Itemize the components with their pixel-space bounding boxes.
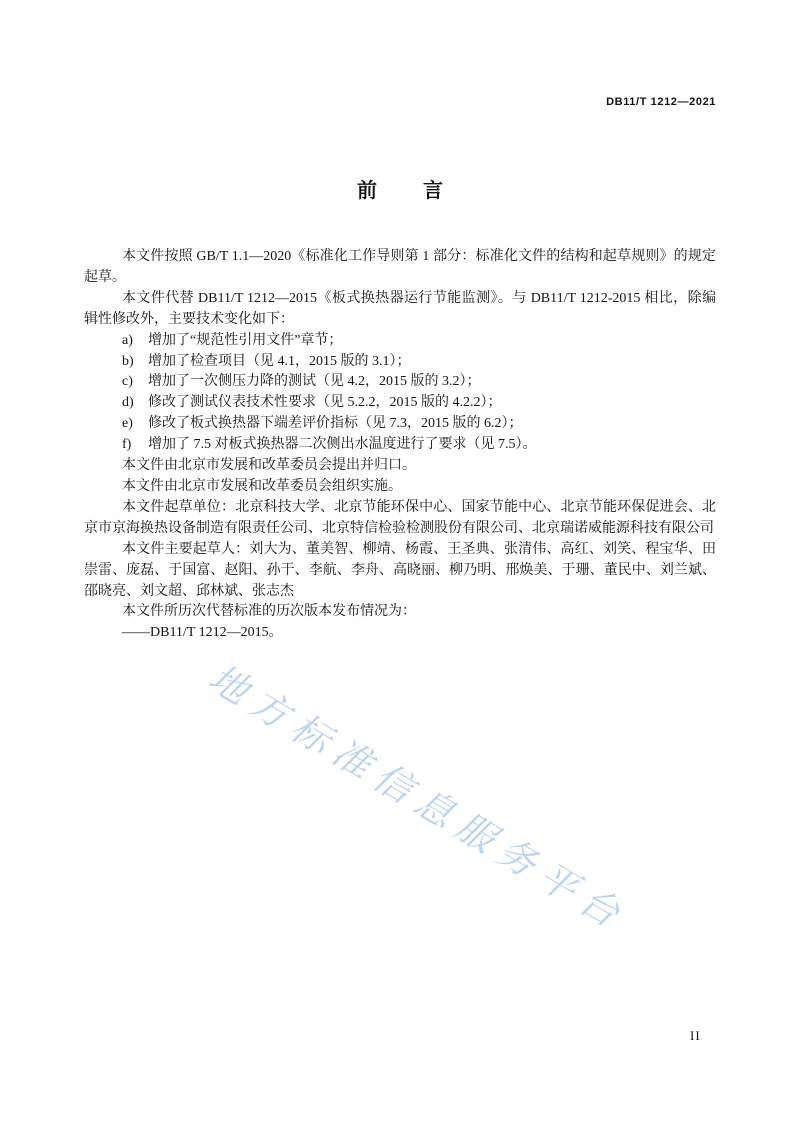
change-item-label: e): [122, 416, 133, 432]
change-item: [84, 414, 716, 435]
paragraph-basis: 本文件按照 GB/T 1.1—2020《标准化工作导则第 1 部分：标准化文件的结构和起草规则》的规定起草。: [84, 249, 716, 285]
paragraph-history-intro: 本文件所历次代替标准的历次版本发布情况为：: [122, 604, 416, 620]
watermark: 地方标准信息服务平台: [201, 655, 636, 941]
change-item: [84, 372, 716, 393]
paragraph-implementer: 本文件由北京市发展和改革委员会组织实施。: [122, 478, 402, 494]
paragraph-proposer: 本文件由北京市发展和改革委员会提出并归口。: [122, 458, 416, 474]
change-item-text: 修改了板式换热器下端差评价指标（见 7.3，2015 版的 6.2）；: [148, 416, 523, 432]
change-item-text: 增加了检查项目（见 4.1，2015 版的 3.1）；: [148, 353, 411, 369]
change-item-label: a): [122, 332, 133, 348]
standard-code: DB11/T 1212—2021: [606, 96, 716, 108]
change-item: [84, 352, 716, 373]
change-item: [84, 435, 716, 456]
paragraph-replacement: 本文件代替 DB11/T 1212—2015《板式换热器运行节能监测》。与 DB11/T 1212-2015 相比，除编辑性修改外，主要技术变化如下：: [84, 290, 716, 327]
paragraph-drafting-units: 本文件起草单位：北京科技大学、北京节能环保中心、国家节能中心、北京节能环保促进会、北京市京海换热设备制造有限责任公司、北京特信检验检测股份有限公司、北京瑞诺威能源科技有限公司: [84, 499, 716, 536]
change-item-label: b): [122, 353, 134, 369]
change-item-label: d): [122, 395, 134, 411]
page-title: 前言: [357, 178, 489, 202]
foreword-body: [84, 247, 716, 644]
change-item: [84, 331, 716, 352]
change-item-text: 增加了 7.5 对板式换热器二次侧出水温度进行了要求（见 7.5）。: [148, 437, 537, 453]
change-item: [84, 393, 716, 414]
page-number: II: [690, 1028, 701, 1043]
change-item-text: 增加了一次侧压力降的测试（见 4.2，2015 版的 3.2）；: [148, 374, 481, 390]
change-item-label: c): [122, 374, 133, 390]
change-item-text: 增加了“规范性引用文件”章节；: [148, 332, 343, 348]
change-item-label: f): [122, 437, 132, 453]
paragraph-history-item: ——DB11/T 1212—2015。: [122, 625, 283, 641]
paragraph-drafters: 本文件主要起草人：刘大为、董美智、柳靖、杨霞、王圣典、张清伟、高红、刘笑、程宝华、田崇雷、庞磊、于国富、赵阳、孙干、李航、李舟、高晓丽、柳乃明、邢焕美、于珊、董民中、刘兰斌、邵晓亮、刘文超、邱林斌、张志杰: [84, 541, 716, 599]
change-item-text: 修改了测试仪表技术性要求（见 5.2.2，2015 版的 4.2.2）；: [148, 395, 502, 411]
